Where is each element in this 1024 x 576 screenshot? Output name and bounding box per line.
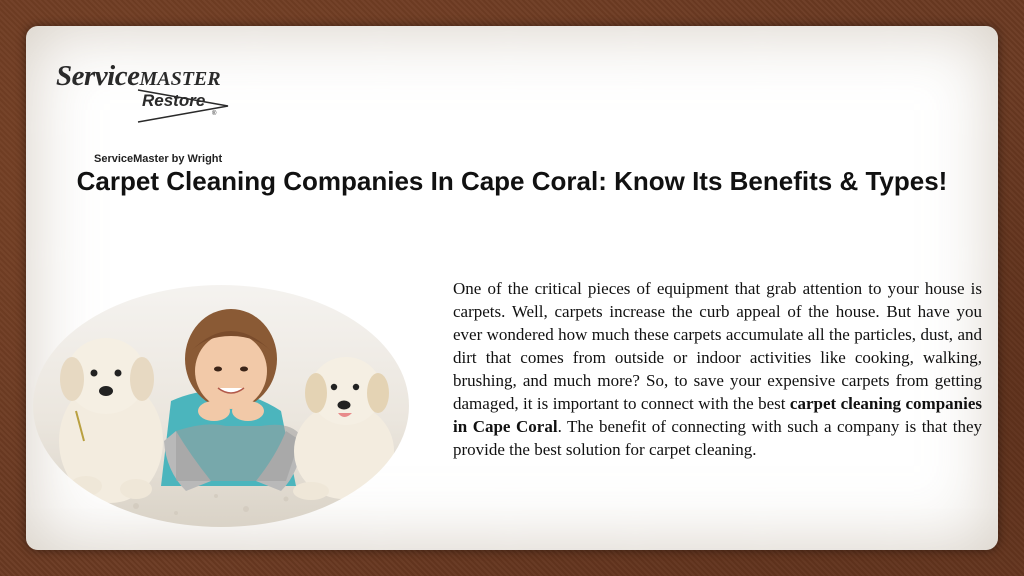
girl-and-puppies-photo [26, 281, 416, 531]
logo-wordmark: ServiceMASTER [56, 60, 221, 92]
intro-paragraph: One of the critical pieces of equipment that grab attention to your house is carpets. Well, carpets increase the curb appeal of the house. But have you ever wondered how much these carpets accumulate all the particles, dust, and dirt that comes from outside or indoor activities like cooking, walking, brushing, and much more? So, to save your expensive carpets from getting damaged, it is important to connect with the best carpet cleaning companies in Cape Coral. The benefit of connecting with such a company is that they provide the best solution for carpet cleaning. [453, 279, 983, 459]
logo-registered-mark: ® [212, 111, 217, 117]
left-puppy [59, 338, 163, 503]
servicemaster-logo[interactable] [56, 56, 236, 165]
logo-tagline: ServiceMaster by Wright [94, 153, 223, 165]
slide [26, 26, 998, 550]
keyword-link[interactable]: carpet cleaning companies in Cape Coral [453, 394, 983, 436]
logo-restore-text: Restore [142, 91, 206, 110]
page-title: Carpet Cleaning Companies In Cape Coral: Know Its Benefits & Types! [76, 166, 948, 196]
